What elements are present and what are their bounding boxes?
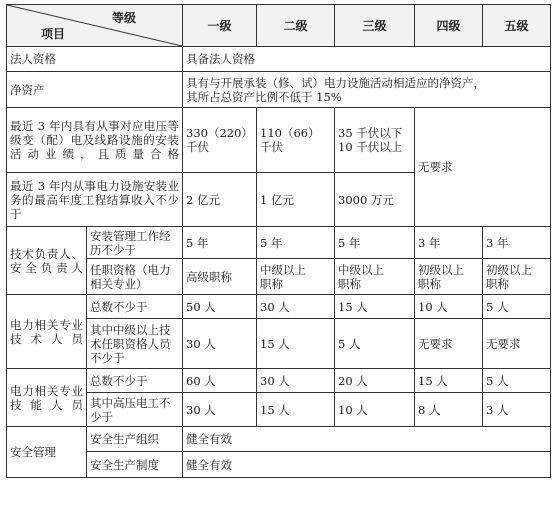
tech-mid-level-5: 无要求	[483, 319, 551, 369]
header-row	[7, 5, 551, 47]
manager-experience-level-3: 5 年	[335, 227, 415, 259]
level-1-header: 一级	[183, 5, 257, 47]
safety-org-value: 健全有效	[183, 427, 551, 452]
level-5-header: 五级	[483, 5, 551, 47]
skill-hv-level-4: 8 人	[415, 393, 483, 427]
skill-total-level-4: 15 人	[415, 369, 483, 393]
safety-sys-row	[7, 452, 551, 478]
skill-total-level-5: 5 人	[483, 369, 551, 393]
tech-staff-group-label: 电力相关专业技术人员	[7, 295, 87, 369]
revenue-level-2: 1 亿元	[257, 173, 335, 227]
legal-value: 具备法人资格	[183, 47, 551, 72]
qualification-table	[6, 4, 551, 478]
experience-revenue-no-requirement: 无要求	[415, 108, 551, 227]
skill-hv-level-2: 15 人	[257, 393, 335, 427]
skill-hv-level-5: 3 人	[483, 393, 551, 427]
tech-total-level-1: 50 人	[183, 295, 257, 319]
manager-experience-level-1: 5 年	[183, 227, 257, 259]
tech-mid-level-row	[7, 319, 551, 369]
tech-mid-level-label: 其中中级以上技术任职资格人员不少于	[87, 319, 183, 369]
skill-total-level-1: 60 人	[183, 369, 257, 393]
safety-org-label: 安全生产组织	[87, 427, 183, 452]
manager-experience-label: 安装管理工作经历不少于	[87, 227, 183, 259]
safety-org-row	[7, 427, 551, 452]
level-4-header: 四级	[415, 5, 483, 47]
level-2-header: 二级	[257, 5, 335, 47]
assets-row	[7, 72, 551, 108]
skill-hv-row	[7, 393, 551, 427]
manager-experience-level-2: 5 年	[257, 227, 335, 259]
skill-total-level-2: 30 人	[257, 369, 335, 393]
tech-total-level-3: 15 人	[335, 295, 415, 319]
tech-total-level-2: 30 人	[257, 295, 335, 319]
tech-mid-level-3: 5 人	[335, 319, 415, 369]
safety-sys-label: 安全生产制度	[87, 452, 183, 478]
manager-title-row	[7, 259, 551, 295]
manager-experience-row	[7, 227, 551, 259]
experience-level-3: 35 千伏以下 10 千伏以上	[335, 108, 415, 173]
manager-experience-level-5: 3 年	[483, 227, 551, 259]
skill-total-label: 总数不少于	[87, 369, 183, 393]
assets-value: 具有与开展承装（修、试）电力设施活动相适应的净资产， 其所占总资产比例不低于 15%	[183, 72, 551, 108]
manager-title-level-1: 高级职称	[183, 259, 257, 295]
experience-level-2: 110（66） 千伏	[257, 108, 335, 173]
experience-level-1: 330（220） 千伏	[183, 108, 257, 173]
manager-title-level-2: 中级以上 职称	[257, 259, 335, 295]
skill-total-level-3: 20 人	[335, 369, 415, 393]
manager-title-level-4: 初级以上 职称	[415, 259, 483, 295]
manager-title-level-5: 初级以上 职称	[483, 259, 551, 295]
managers-group-label: 技术负责人、安全负责人	[7, 227, 87, 295]
skill-total-row	[7, 369, 551, 393]
level-3-header: 三级	[335, 5, 415, 47]
manager-experience-level-4: 3 年	[415, 227, 483, 259]
tech-total-level-4: 10 人	[415, 295, 483, 319]
grade-label: 等级	[111, 11, 136, 25]
tech-total-label: 总数不少于	[87, 295, 183, 319]
diagonal-line	[7, 5, 182, 46]
tech-total-row	[7, 295, 551, 319]
skill-hv-level-3: 10 人	[335, 393, 415, 427]
header-diagonal-cell	[7, 5, 183, 47]
experience-label: 最近 3 年内具有从事对应电压等级变（配）电及线路设施的安装活动业绩，且质量合格	[7, 108, 183, 173]
legal-label: 法人资格	[7, 47, 183, 72]
tech-mid-level-4: 无要求	[415, 319, 483, 369]
skill-hv-level-1: 30 人	[183, 393, 257, 427]
safety-sys-value: 健全有效	[183, 452, 551, 478]
tech-mid-level-2: 15 人	[257, 319, 335, 369]
skill-hv-label: 其中高压电工不少于	[87, 393, 183, 427]
experience-row	[7, 108, 551, 173]
skill-staff-group-label: 电力相关专业技能人员	[7, 369, 87, 427]
manager-title-level-3: 中级以上 职称	[335, 259, 415, 295]
tech-mid-level-1: 30 人	[183, 319, 257, 369]
item-label: 项目	[41, 27, 66, 41]
manager-title-label: 任职资格（电力相关专业）	[87, 259, 183, 295]
revenue-level-1: 2 亿元	[183, 173, 257, 227]
safety-group-label: 安全管理	[7, 427, 87, 478]
legal-row	[7, 47, 551, 72]
tech-total-level-5: 5 人	[483, 295, 551, 319]
revenue-level-3: 3000 万元	[335, 173, 415, 227]
assets-label: 净资产	[7, 72, 183, 108]
revenue-label: 最近 3 年内从事电力设施安装业务的最高年度工程结算收入不少于	[7, 173, 183, 227]
